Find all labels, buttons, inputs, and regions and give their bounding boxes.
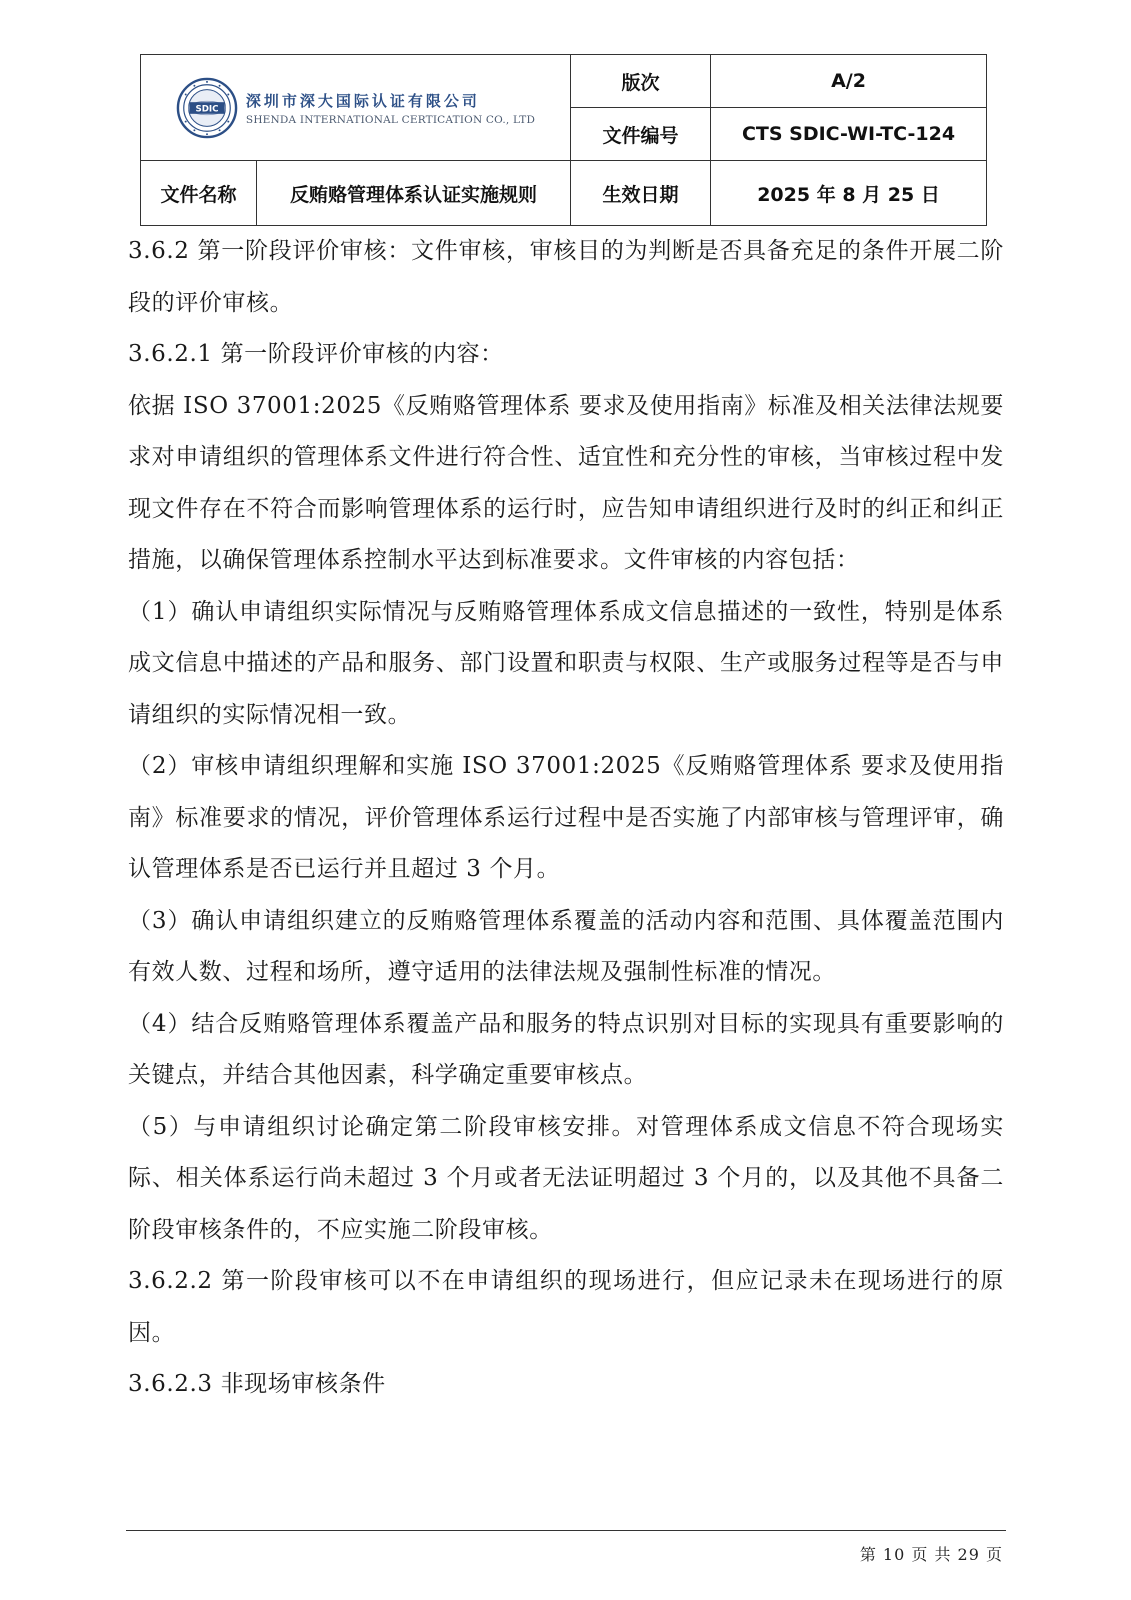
document-header-table (140, 54, 987, 226)
company-seal-icon (176, 77, 238, 139)
paragraph-section-3-6-2-1: 3.6.2.1 第一阶段评价审核的内容： (128, 341, 504, 367)
paragraph-item-3: （3）确认申请组织建立的反贿赂管理体系覆盖的活动内容和范围、具体覆盖范围内有效人数、过程和场所，遵守适用的法律法规及强制性标准的情况。 (128, 907, 1004, 985)
paragraph-item-5: （5）与申请组织讨论确定第二阶段审核安排。对管理体系成文信息不符合现场实际、相关体系运行尚未超过 3 个月或者无法证明超过 3 个月的，以及其他不具备二阶段审核条件的，不应实施二阶段审核。 (128, 1113, 1004, 1243)
paragraph-item-1: （1）确认申请组织实际情况与反贿赂管理体系成文信息描述的一致性，特别是体系成文信息中描述的产品和服务、部门设置和职责与权限、生产或服务过程等是否与申请组织的实际情况相一致。 (128, 598, 1004, 728)
edition-label: 版次 (571, 55, 711, 108)
company-logo-cell (141, 55, 571, 161)
effective-date-value: 2025 年 8 月 25 日 (711, 161, 987, 226)
document-body (128, 226, 1004, 1411)
page-number: 第 10 页 共 29 页 (859, 1545, 1003, 1564)
footer-divider (126, 1530, 1006, 1531)
doc-number-value: CTS SDIC-WI-TC-124 (711, 108, 987, 161)
company-name-cn: 深圳市深大国际认证有限公司 (245, 91, 480, 110)
paragraph-item-2: （2）审核申请组织理解和实施 ISO 37001:2025《反贿赂管理体系 要求及使用指南》标准要求的情况，评价管理体系运行过程中是否实施了内部审核与管理评审，确认管理体系是否已运行并且超过 3 个月。 (128, 753, 1004, 882)
doc-name-value: 反贿赂管理体系认证实施规则 (257, 161, 571, 226)
paragraph-basis: 依据 ISO 37001:2025《反贿赂管理体系 要求及使用指南》标准及相关法律法规要求对申请组织的管理体系文件进行符合性、适宜性和充分性的审核，当审核过程中发现文件存在不符合而影响管理体系的运行时，应告知申请组织进行及时的纠正和纠正措施，以确保管理体系控制水平达到标准要求。文件审核的内容包括： (128, 392, 1004, 573)
paragraph-section-3-6-2-3: 3.6.2.3 非现场审核条件 (128, 1371, 386, 1397)
doc-name-label: 文件名称 (141, 161, 257, 226)
doc-number-label: 文件编号 (571, 108, 711, 161)
effective-date-label: 生效日期 (571, 161, 711, 226)
paragraph-section-3-6-2: 3.6.2 第一阶段评价审核：文件审核，审核目的为判断是否具备充足的条件开展二阶段的评价审核。 (128, 238, 1004, 316)
edition-value: A/2 (711, 55, 987, 108)
paragraph-section-3-6-2-2: 3.6.2.2 第一阶段审核可以不在申请组织的现场进行，但应记录未在现场进行的原因。 (128, 1268, 1004, 1346)
paragraph-item-4: （4）结合反贿赂管理体系覆盖产品和服务的特点识别对目标的实现具有重要影响的关键点，并结合其他因素，科学确定重要审核点。 (128, 1010, 1004, 1088)
logo-text: SDIC (195, 103, 219, 114)
company-name-en: SHENDA INTERNATIONAL CERTICATION CO., LTD (245, 113, 536, 126)
